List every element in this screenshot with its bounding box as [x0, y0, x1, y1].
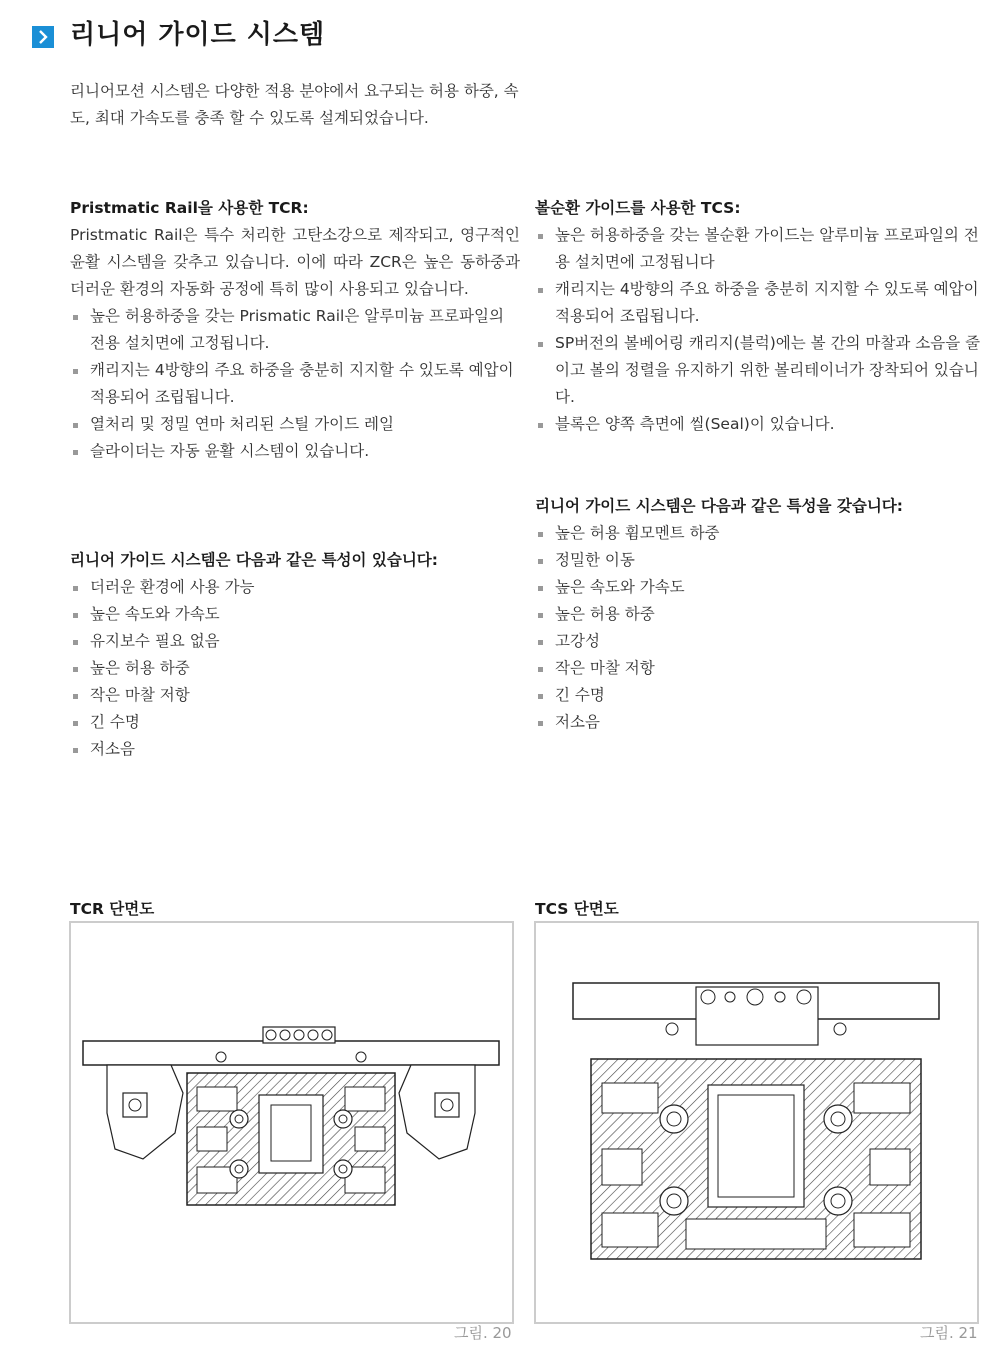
figure-caption-21: 그림. 21	[920, 1324, 978, 1342]
tcr-paragraph: Pristmatic Rail은 특수 처리한 고탄소강으로 제작되고, 영구적인 윤활 시스템을 갖추고 있습니다. 이에 따라 ZCR은 높은 동하중과 더러운 환경의 자동화 공정에 특히 많이 사용되고 있습니다.	[70, 226, 520, 298]
figure-title-tcr: TCR 단면도	[70, 900, 155, 918]
chevron-right-icon	[32, 26, 54, 48]
tcs-heading: 볼순환 가이드를 사용한 TCS:	[535, 199, 741, 217]
list-item: SP버전의 볼베어링 캐리지(블럭)에는 볼 간의 마찰과 소음을 줄이고 볼의 정렬을 유지하기 위한 볼리테이너가 장착되어 있습니다.	[535, 330, 985, 411]
tcr-section	[70, 195, 520, 465]
list-item: 캐리지는 4방향의 주요 하중을 충분히 지지할 수 있도록 예압이 적용되어 조립됩니다.	[70, 357, 520, 411]
intro-paragraph: 리니어모션 시스템은 다양한 적용 분야에서 요구되는 허용 하중, 속도, 최대 가속도를 충족 할 수 있도록 설계되었습니다.	[70, 82, 519, 127]
list-item: 높은 속도와 가속도	[70, 601, 520, 628]
list-item: 긴 수명	[70, 709, 520, 736]
tcs-features-list	[535, 520, 985, 736]
list-item: 블록은 양쪽 측면에 씰(Seal)이 있습니다.	[535, 411, 985, 438]
list-item: 더러운 환경에 사용 가능	[70, 574, 520, 601]
list-item: 작은 마찰 저항	[70, 682, 520, 709]
tcs-list	[535, 222, 985, 438]
tcr-heading: Pristmatic Rail을 사용한 TCR:	[70, 199, 309, 217]
list-item: 유지보수 필요 없음	[70, 628, 520, 655]
list-item: 슬라이더는 자동 윤활 시스템이 있습니다.	[70, 438, 520, 465]
tcs-section	[535, 195, 985, 438]
list-item: 높은 허용하중을 갖는 볼순환 가이드는 알루미늄 프로파일의 전용 설치면에 고정됩니다	[535, 222, 985, 276]
tcs-features-section	[535, 493, 985, 736]
list-item: 캐리지는 4방향의 주요 하중을 충분히 지지할 수 있도록 예압이 적용되어 조립됩니다.	[535, 276, 985, 330]
list-item: 열처리 및 정밀 연마 처리된 스틸 가이드 레일	[70, 411, 520, 438]
list-item: 높은 허용 하중	[70, 655, 520, 682]
list-item: 높은 허용 휨모멘트 하중	[535, 520, 985, 547]
figure-title-tcs: TCS 단면도	[535, 900, 619, 918]
figure-caption-20: 그림. 20	[454, 1324, 512, 1342]
list-item: 높은 속도와 가속도	[535, 574, 985, 601]
tcr-cross-section-figure	[69, 921, 514, 1324]
tcr-features-list	[70, 574, 520, 763]
tcr-features-section	[70, 547, 520, 763]
tcr-features-heading: 리니어 가이드 시스템은 다음과 같은 특성이 있습니다:	[70, 551, 438, 569]
list-item: 높은 허용 하중	[535, 601, 985, 628]
page-title: 리니어 가이드 시스템	[70, 20, 326, 50]
list-item: 높은 허용하중을 갖는 Prismatic Rail은 알루미늄 프로파일의 전용 설치면에 고정됩니다.	[70, 303, 520, 357]
list-item: 저소음	[70, 736, 520, 763]
list-item: 정밀한 이동	[535, 547, 985, 574]
tcs-cross-section-figure	[534, 921, 979, 1324]
list-item: 작은 마찰 저항	[535, 655, 985, 682]
list-item: 저소음	[535, 709, 985, 736]
list-item: 긴 수명	[535, 682, 985, 709]
tcs-features-heading: 리니어 가이드 시스템은 다음과 같은 특성을 갖습니다:	[535, 497, 903, 515]
tcr-list	[70, 303, 520, 465]
list-item: 고강성	[535, 628, 985, 655]
